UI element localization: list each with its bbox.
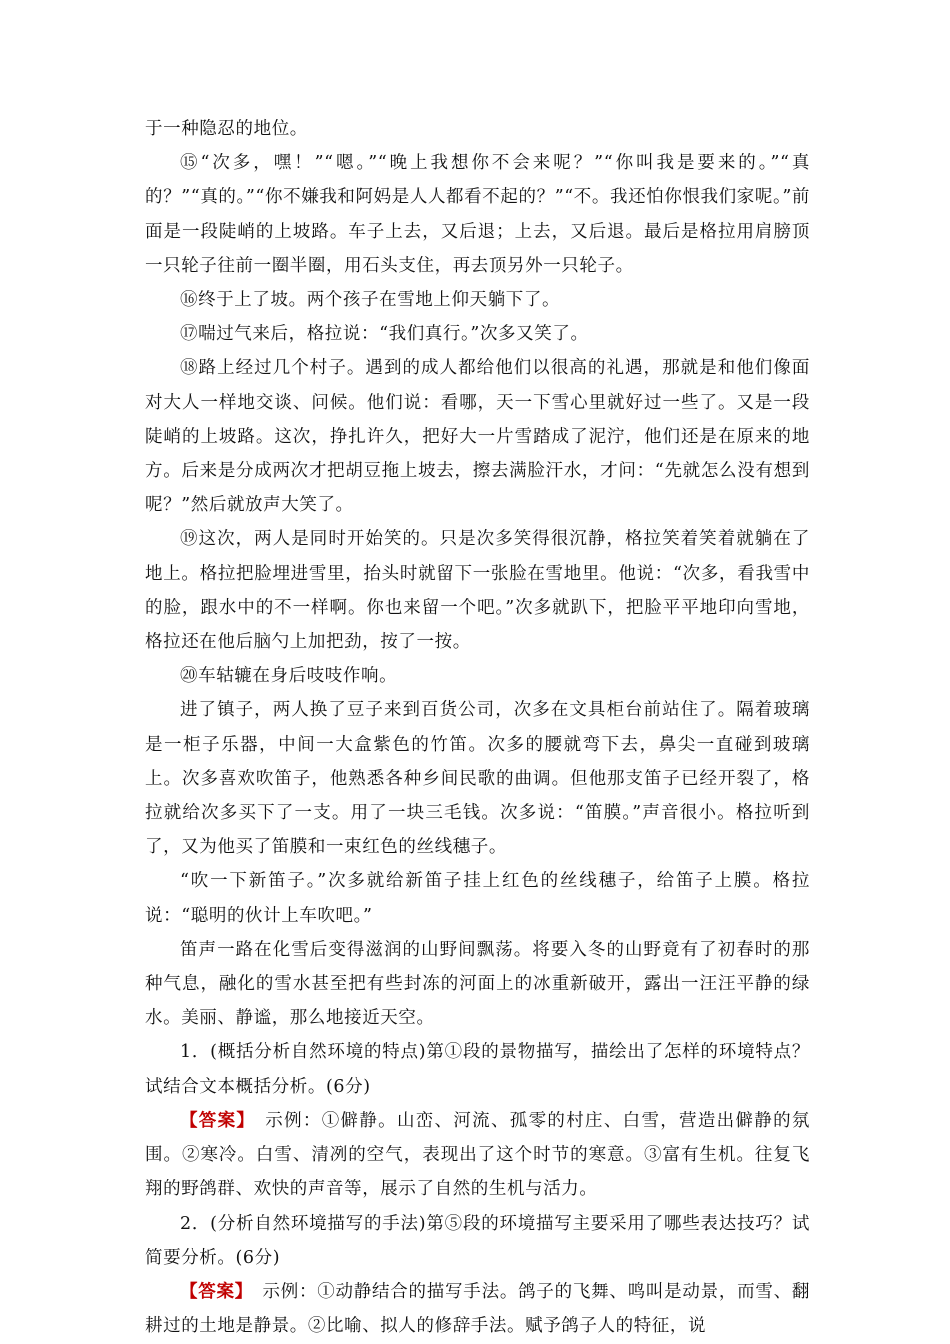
answer-2-text: 示例：①动静结合的描写手法。鸽子的飞舞、鸣叫是动景，而雪、翻耕过的土地是静景。②比喻、拟人的修辞手法。赋予鸽子人的特征，说 [145, 1281, 810, 1337]
paragraph-21: 进了镇子，两人换了豆子来到百货公司，次多在文具柜台前站住了。隔着玻璃是一柜子乐器，中间一大盒紫色的竹笛。次多的腰就弯下去，鼻尖一直碰到玻璃上。次多喜欢吹笛子，他熟悉各种乡间民歌的曲调。但他那支笛子已经开裂了，格拉就给次多买下了一支。用了一块三毛钱。次多说：“笛膜。”声音很小。格拉听到了，又为他买了笛膜和一束红色的丝线穗子。 [145, 700, 810, 858]
answer-label: 【答案】 [180, 1110, 247, 1131]
paragraph-17: ⑰喘过气来后，格拉说：“我们真行。”次多又笑了。 [180, 324, 589, 345]
question-2: 2．(分析自然环境描写的手法)第⑤段的环境描写主要采用了哪些表达技巧？试简要分析。(6分) [145, 1213, 810, 1268]
paragraph-23: 笛声一路在化雪后变得滋润的山野间飘荡。将要入冬的山野竟有了初春时的那种气息，融化的雪水甚至把有些封冻的河面上的冰重新破开，露出一汪汪平静的绿水。美丽、静谧，那么地接近天空。 [145, 939, 810, 1029]
answer-2 [145, 1275, 810, 1343]
answer-1-text: 示例：①僻静。山峦、河流、孤零的村庄、白雪，营造出僻静的氛围。②寒冷。白雪、清冽的空气，表现出了这个时节的寒意。③富有生机。往复飞翔的野鸽群、欢快的声音等，展示了自然的生机与活力。 [145, 1110, 810, 1200]
document-page [145, 112, 810, 1343]
paragraph-15: ⑮“次多，嘿！”“嗯。”“晚上我想你不会来呢？”“你叫我是要来的。”“真的？”“真的。”“你不嫌我和阿妈是人人都看不起的？”“不。我还怕你恨我们家呢。”前面是一段陡峭的上坡路。车子上去，又后退；上去，又后退。最后是格拉用肩膀顶一只轮子往前一圈半圈，用石头支住，再去顶另外一只轮子。 [145, 153, 810, 276]
paragraph-16: ⑯终于上了坡。两个孩子在雪地上仰天躺下了。 [180, 290, 561, 311]
paragraph-22: “吹一下新笛子。”次多就给新笛子挂上红色的丝线穗子，给笛子上膜。格拉说：“聪明的伙计上车吹吧。” [145, 871, 810, 926]
paragraph-14-tail: 于一种隐忍的地位。 [145, 119, 308, 139]
paragraph-20: ⑳车轱辘在身后吱吱作响。 [180, 666, 398, 687]
question-1: 1．(概括分析自然环境的特点)第①段的景物描写，描绘出了怎样的环境特点？试结合文本概括分析。(6分) [145, 1042, 810, 1097]
answer-label: 【答案】 [180, 1281, 245, 1302]
answer-1 [145, 1104, 810, 1207]
paragraph-19: ⑲这次，两人是同时开始笑的。只是次多笑得很沉静，格拉笑着笑着就躺在了地上。格拉把脸埋进雪里，抬头时就留下一张脸在雪地里。他说：“次多，看我雪中的脸，跟水中的不一样啊。你也来留一个吧。”次多就趴下，把脸平平地印向雪地，格拉还在他后脑勺上加把劲，按了一按。 [145, 529, 810, 653]
paragraph-18: ⑱路上经过几个村子。遇到的成人都给他们以很高的礼遇，那就是和他们像面对大人一样地交谈、问候。他们说：看哪，天一下雪心里就好过一些了。又是一段陡峭的上坡路。这次，挣扎许久，把好大一片雪踏成了泥泞，他们还是在原来的地方。后来是分成两次才把胡豆拖上坡去，擦去满脸汗水，才问：“先就怎么没有想到呢？”然后就放声大笑了。 [145, 358, 810, 516]
